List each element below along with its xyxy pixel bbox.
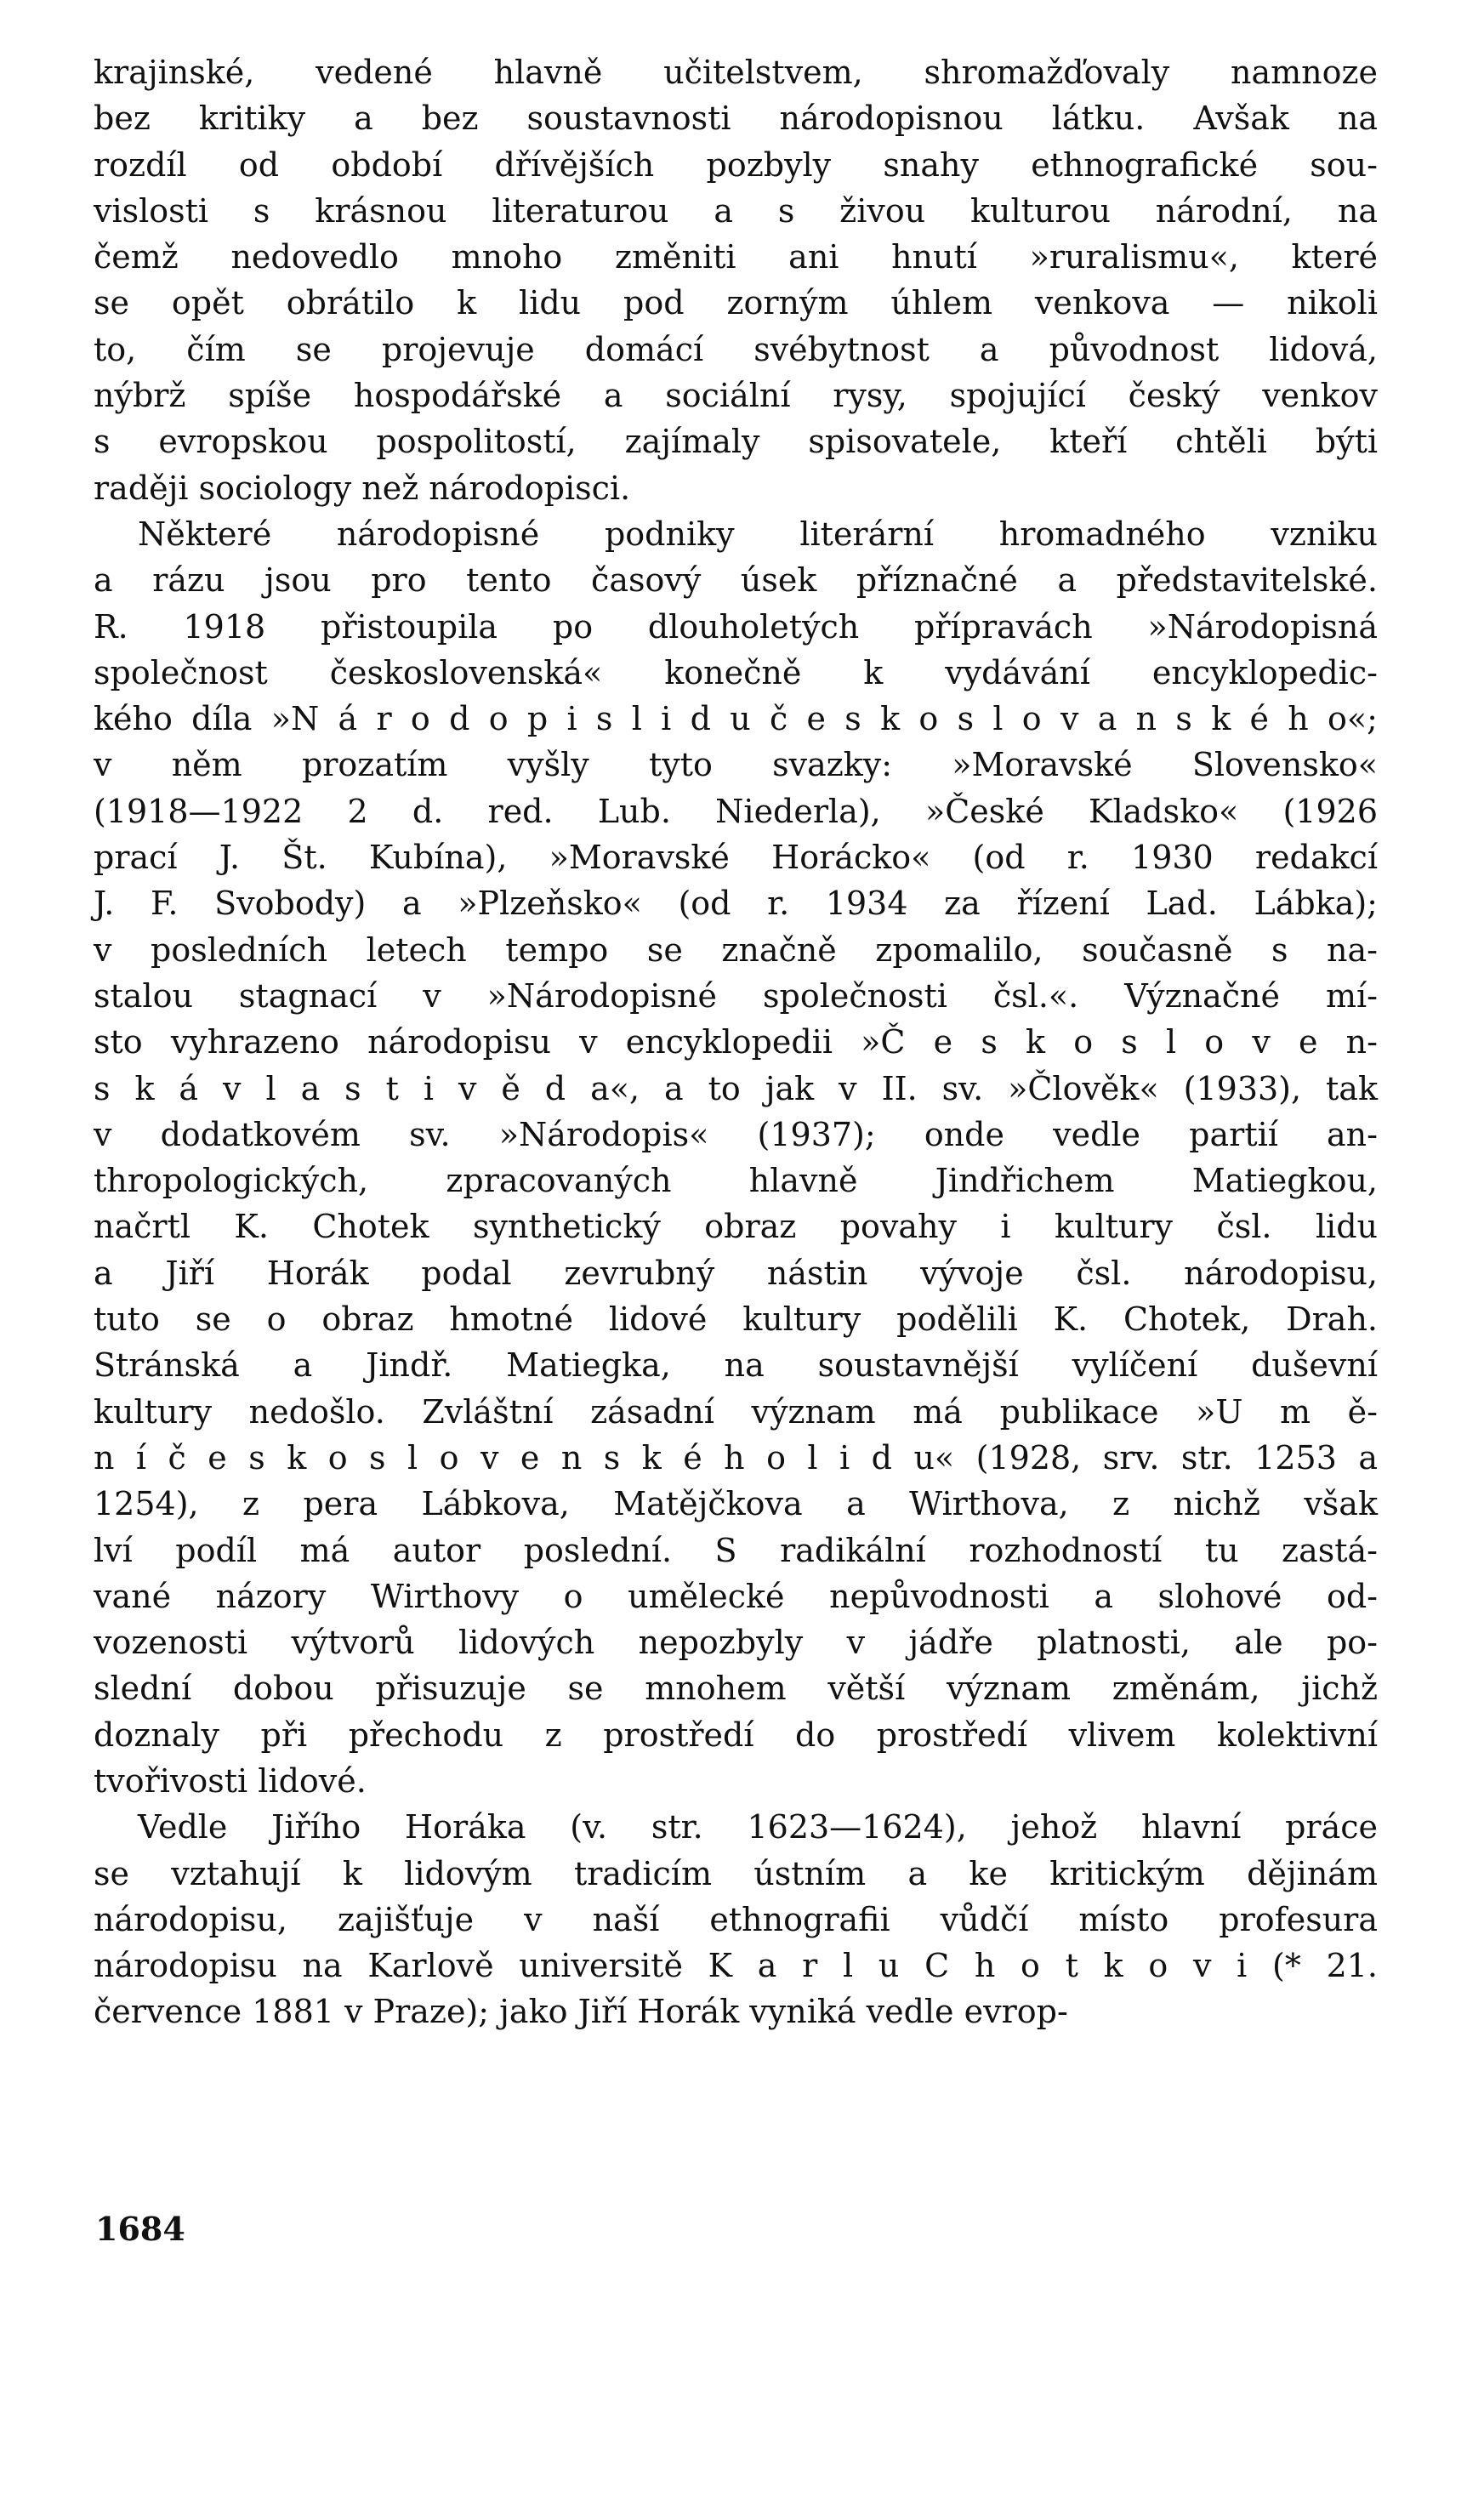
text-line: s evropskou pospolitostí, zajímaly spisovatele, kteří chtěli býti	[94, 423, 1378, 461]
text-line: načrtl K. Chotek synthetický obraz povahy i kultury čsl. lidu	[94, 1208, 1378, 1246]
text-line: krajinské, vedené hlavně učitelstvem, shromažďovaly namnoze	[94, 54, 1378, 91]
text-line: n í č e s k o s l o v e n s k é h o l i d u« (1928, srv. str. 1253 a	[94, 1438, 1378, 1477]
text-line: stalou stagnací v »Národopisné společnosti čsl.«. Význačné mí-	[94, 976, 1378, 1015]
text-line: nýbrž spíše hospodářské a sociální rysy, spojující český venkov	[94, 377, 1378, 415]
text-line: thropologických, zpracovaných hlavně Jindřichem Matiegkou,	[94, 1162, 1378, 1200]
text-line: 1254), z pera Lábkova, Matějčkova a Wirthova, z nichž však	[94, 1485, 1378, 1523]
text-line: vozenosti výtvorů lidových nepozbyly v jádře platnosti, ale po-	[94, 1624, 1378, 1662]
text-line: vislosti s krásnou literaturou a s živou kulturou národní, na	[94, 191, 1378, 230]
text-line: se vztahují k lidovým tradicím ústním a ke kritickým dějinám	[94, 1854, 1378, 1892]
text-line: národopisu, zajišťuje v naší ethnografii vůdčí místo profesura	[94, 1900, 1378, 1938]
text-line: čemž nedovedlo mnoho změniti ani hnutí »ruralismu«, které	[94, 238, 1378, 276]
text-line: národopisu na Karlově universitě K a r l u C h o t k o v i (* 21.	[94, 1947, 1378, 1985]
page-number: 1684	[95, 2210, 185, 2248]
text-line: rozdíl od období dřívějších pozbyly snahy ethnografické sou-	[94, 145, 1378, 184]
text-line: J. F. Svobody) a »Plzeňsko« (od r. 1934 za řízení Lad. Lábka);	[94, 885, 1378, 923]
text-line: tvořivosti lidové.	[94, 1761, 367, 1800]
text-line: a rázu jsou pro tento časový úsek příznačné a představitelské.	[94, 561, 1378, 600]
text-line: Vedle Jiřího Horáka (v. str. 1623—1624), jehož hlavní práce	[138, 1808, 1378, 1846]
text-line: se opět obrátilo k lidu pod zorným úhlem venkova — nikoli	[94, 284, 1378, 322]
text-line: vané názory Wirthovy o umělecké nepůvodnosti a slohové od-	[94, 1577, 1378, 1615]
text-line: prací J. Št. Kubína), »Moravské Horácko« (od r. 1930 redakcí	[94, 839, 1378, 877]
text-line: července 1881 v Praze); jako Jiří Horák vyniká vedle evrop-	[94, 1993, 1068, 2031]
paragraph	[94, 511, 1378, 1804]
text-line: kultury nedošlo. Zvláštní zásadní význam má publikace »U m ě-	[94, 1392, 1378, 1431]
text-line: sto vyhrazeno národopisu v encyklopedii »Č e s k o s l o v e n-	[94, 1023, 1378, 1061]
text-line: tuto se o obraz hmotné lidové kultury podělili K. Chotek, Drah.	[94, 1300, 1378, 1339]
text-line: s k á v l a s t i v ě d a«, a to jak v II. sv. »Člověk« (1933), tak	[94, 1069, 1378, 1107]
text-line: to, čím se projevuje domácí svébytnost a původnost lidová,	[94, 330, 1378, 368]
paragraph	[94, 49, 1378, 511]
text-line: Některé národopisné podniky literární hromadného vzniku	[138, 515, 1378, 553]
text-line: R. 1918 přistoupila po dlouholetých přípravách »Národopisná	[94, 607, 1378, 646]
text-line: lví podíl má autor poslední. S radikální rozhodností tu zastá-	[94, 1531, 1378, 1569]
text-line: v posledních letech tempo se značně zpomalilo, současně s na-	[94, 930, 1378, 969]
text-line: společnost československá« konečně k vydávání encyklopedic-	[94, 653, 1378, 691]
text-line: a Jiří Horák podal zevrubný nástin vývoje čsl. národopisu,	[94, 1254, 1378, 1292]
text-line: doznaly při přechodu z prostředí do prostředí vlivem kolektivní	[94, 1716, 1378, 1754]
text-line: v něm prozatím vyšly tyto svazky: »Moravské Slovensko«	[94, 746, 1378, 784]
text-line: kého díla »N á r o d o p i s l i d u č e s k o s l o v a n s k é h o«;	[94, 700, 1378, 738]
body-text	[94, 49, 1378, 2035]
text-line: bez kritiky a bez soustavnosti národopisnou látku. Avšak na	[94, 100, 1378, 138]
paragraph	[94, 1804, 1378, 2034]
text-line: Stránská a Jindř. Matiegka, na soustavnější vylíčení duševní	[94, 1346, 1378, 1385]
text-line: slední dobou přisuzuje se mnohem větší význam změnám, jichž	[94, 1670, 1378, 1708]
text-line: raději sociology než národopisci.	[94, 469, 631, 507]
text-line: v dodatkovém sv. »Národopis« (1937); onde vedle partií an-	[94, 1115, 1378, 1153]
text-line: (1918—1922 2 d. red. Lub. Niederla), »České Kladsko« (1926	[94, 792, 1378, 830]
